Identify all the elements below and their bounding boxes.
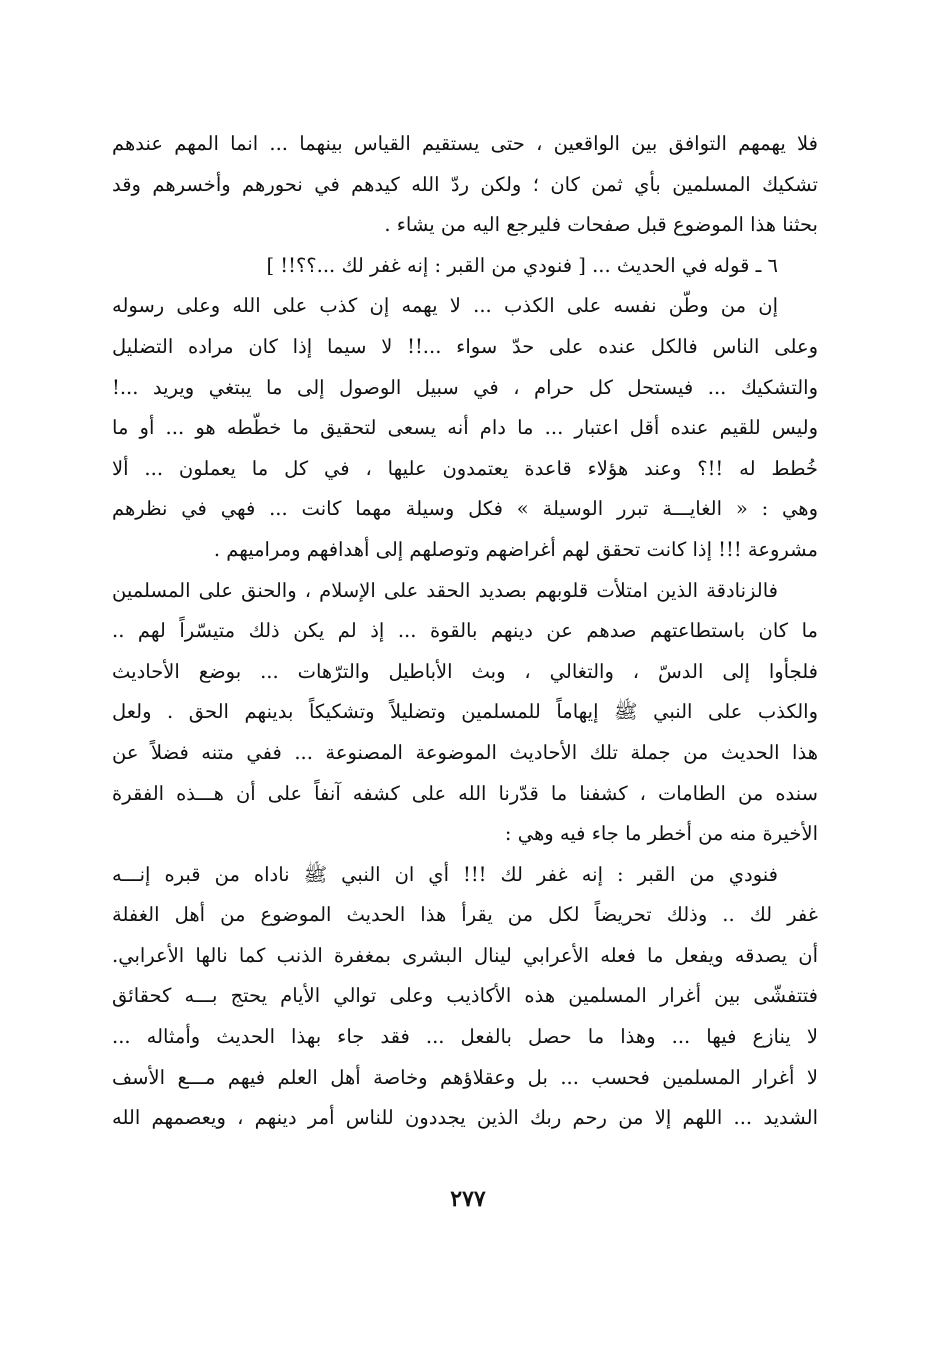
text-line-13: ما كان باستطاعتهم صدهم عن دينهم بالقوة ... إذ لم يكن ذلك متيسّراً لهم ..: [112, 619, 818, 643]
text-line-2: تشكيك المسلمين بأي ثمن كان ؛ ولكن ردّ الله كيدهم في نحورهم وأخسرهم وقد: [112, 172, 818, 196]
text-line-1: فلا يهمهم التوافق بين الواقعين ، حتى يستقيم القياس بينهما ... انما المهم عندهم: [112, 132, 818, 155]
text-line-6: وعلى الناس فالكل عنده على حدّ سواء ...!! لا سيما إذا كان مراده التضليل: [112, 334, 818, 358]
section-heading-6: ٦ ـ قوله في الحديث ... [ فنودي من القبر : إنه غفر لك ...؟؟!! ]: [266, 253, 778, 277]
text-line-5: إن من وطّن نفسه على الكذب ... لا يهمه إن كذب على الله وعلى رسوله: [112, 294, 778, 318]
text-line-23: لا ينازع فيها ... وهذا ما حصل بالفعل ... فقد جاء بهذا الحديث وأمثاله ...: [112, 1025, 818, 1049]
body-text: [112, 124, 818, 1139]
text-line-3: بحثنا هذا الموضوع قبل صفحات فليرجع اليه من يشاء .: [384, 213, 818, 237]
text-line-19: فنودي من القبر : إنه غفر لك !!! أي ان النبي ﷺ ناداه من قبره إنـــه: [112, 862, 778, 886]
text-line-17: سنده من الطامات ، كشفنا ما قدّرنا الله على كشفه آنفاً على أن هـــذه الفقرة: [112, 781, 818, 805]
text-line-12: فالزنادقة الذين امتلأت قلوبهم بصديد الحقد على الإسلام ، والحنق على المسلمين: [112, 578, 778, 602]
text-line-11: مشروعة !!! إذا كانت تحقق لهم أغراضهم وتوصلهم إلى أهدافهم ومراميهم .: [213, 537, 818, 561]
text-line-24: لا أغرار المسلمين فحسب ... بل وعقلاؤهم وخاصة أهل العلم فيهم مـــع الأسف: [112, 1065, 818, 1089]
text-line-10: وهي : « الغايـــة تبرر الوسيلة » فكل وسيلة مهما كانت ... فهي في نظرهم: [112, 497, 818, 521]
text-line-9: خُطط له !!؟ وعند هؤلاء قاعدة يعتمدون عليها ، في كل ما يعملون ... ألا: [112, 456, 818, 480]
text-line-16: هذا الحديث من جملة تلك الأحاديث الموضوعة المصنوعة ... ففي متنه فضلاً عن: [112, 740, 818, 764]
text-line-21: أن يصدقه ويفعل ما فعله الأعرابي لينال البشرى بمغفرة الذنب كما نالها الأعرابي.: [112, 943, 818, 967]
text-line-8: وليس للقيم عنده أقل اعتبار ... ما دام أنه يسعى لتحقيق ما خطّطه هو ... أو ما: [112, 416, 818, 440]
text-line-20: غفر لك .. وذلك تحريضاً لكل من يقرأ هذا الحديث الموضوع من أهل الغفلة: [112, 903, 818, 927]
text-line-15: والكذب على النبي ﷺ إيهاماً للمسلمين وتضليلاً وتشكيكاً بدينهم الحق . ولعل: [112, 700, 818, 724]
text-line-18: الأخيرة منه من أخطر ما جاء فيه وهي :: [504, 822, 818, 846]
text-line-7: والتشكيك ... فيستحل كل حرام ، في سبيل الوصول إلى ما يبتغي ويريد ...!: [112, 375, 818, 399]
text-line-25: الشديد ... اللهم إلا من رحم ربك الذين يجددون للناس أمر دينهم ، ويعصمهم الله: [112, 1106, 818, 1130]
text-line-14: فلجأوا إلى الدسّ ، والتغالي ، وبث الأباطيل والترّهات ... بوضع الأحاديث: [112, 659, 818, 683]
text-line-22: فتتفشّى بين أغرار المسلمين هذه الأكاذيب وعلى توالي الأيام يحتج بـــه كحقائق: [112, 984, 818, 1008]
page-number: ٢٧٧: [450, 1186, 486, 1212]
